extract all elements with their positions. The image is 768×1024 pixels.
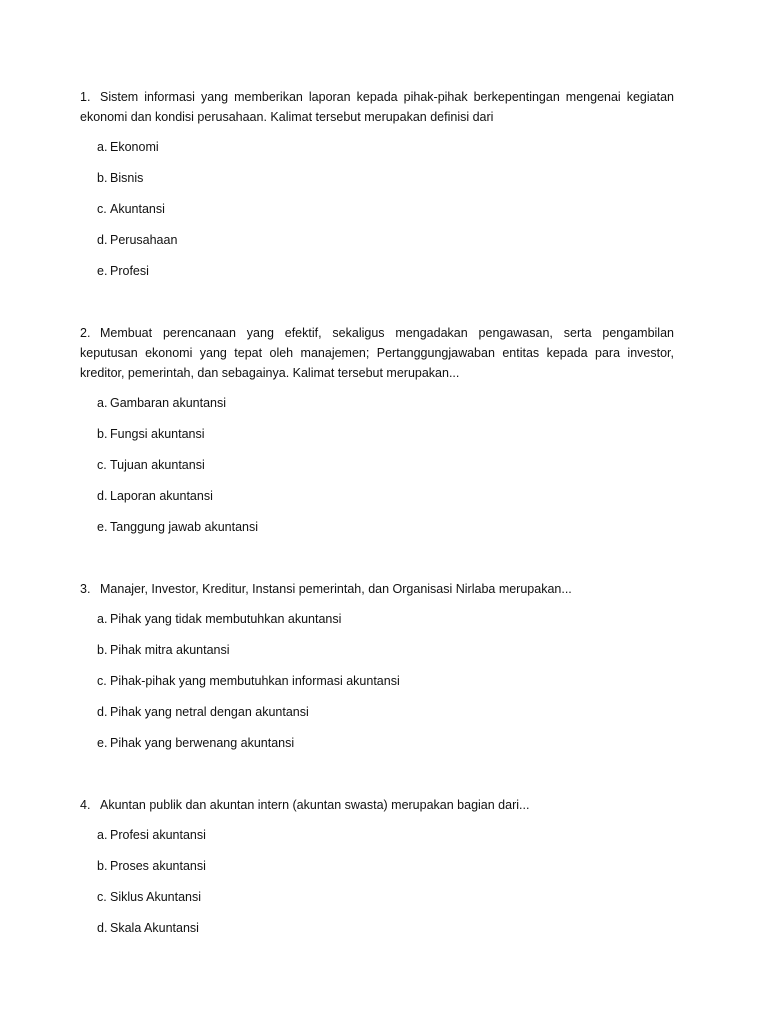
option-text: Laporan akuntansi	[110, 489, 213, 503]
option-text: Profesi	[110, 264, 149, 278]
option-letter: a.	[97, 612, 108, 626]
option-a	[80, 137, 674, 157]
option-text: Pihak yang netral dengan akuntansi	[110, 705, 309, 719]
option-e	[80, 261, 674, 281]
option-text: Gambaran akuntansi	[110, 396, 227, 410]
option-letter: e.	[97, 520, 108, 534]
option-e	[80, 517, 674, 537]
spacer	[80, 764, 674, 795]
option-text: Pihak mitra akuntansi	[110, 643, 230, 657]
question-body: Manajer, Investor, Kreditur, Instansi pemerintah, dan Organisasi Nirlaba merupakan...	[100, 582, 572, 596]
question-body: Akuntan publik dan akuntan intern (akuntan swasta) merupakan bagian dari...	[100, 798, 530, 812]
option-c	[80, 199, 674, 219]
question-3	[80, 579, 674, 753]
question-2	[80, 323, 674, 537]
option-d	[80, 702, 674, 722]
option-a	[80, 609, 674, 629]
question-text	[80, 323, 674, 383]
option-text: Siklus Akuntansi	[110, 890, 202, 904]
question-1	[80, 87, 674, 281]
option-text: Skala Akuntansi	[110, 921, 199, 935]
option-letter: d.	[97, 705, 108, 719]
option-text: Tanggung jawab akuntansi	[110, 520, 259, 534]
option-b	[80, 640, 674, 660]
option-letter: b.	[97, 171, 108, 185]
spacer	[80, 292, 674, 323]
option-letter: c.	[97, 458, 107, 472]
option-text: Pihak yang tidak membutuhkan akuntansi	[110, 612, 342, 626]
option-letter: c.	[97, 202, 107, 216]
option-text: Profesi akuntansi	[110, 828, 206, 842]
question-text	[80, 795, 674, 815]
option-c	[80, 671, 674, 691]
option-letter: a.	[97, 140, 108, 154]
option-letter: c.	[97, 674, 107, 688]
option-d	[80, 230, 674, 250]
question-number: 3.	[80, 582, 91, 596]
option-text: Pihak yang berwenang akuntansi	[110, 736, 295, 750]
option-letter: b.	[97, 859, 108, 873]
option-text: Akuntansi	[110, 202, 165, 216]
option-c	[80, 455, 674, 475]
option-c	[80, 887, 674, 907]
option-letter: d.	[97, 921, 108, 935]
option-text: Pihak-pihak yang membutuhkan informasi akuntansi	[110, 674, 400, 688]
question-body: Membuat perencanaan yang efektif, sekaligus mengadakan pengawasan, serta pengambilan keputusan ekonomi yang tepat oleh manajemen; Pertanggungjawaban entitas kepada para investor, kreditor, pemerintah, dan sebagainya. Kalimat tersebut merupakan...	[80, 326, 674, 380]
option-text: Perusahaan	[110, 233, 178, 247]
option-letter: d.	[97, 233, 108, 247]
quiz-document	[80, 87, 674, 949]
option-letter: b.	[97, 643, 108, 657]
question-text	[80, 87, 674, 127]
option-letter: e.	[97, 264, 108, 278]
option-b	[80, 856, 674, 876]
option-letter: c.	[97, 890, 107, 904]
question-4	[80, 795, 674, 938]
option-d	[80, 486, 674, 506]
question-number: 1.	[80, 90, 91, 104]
option-b	[80, 168, 674, 188]
spacer	[80, 548, 674, 579]
option-letter: d.	[97, 489, 108, 503]
option-d	[80, 918, 674, 938]
option-a	[80, 393, 674, 413]
option-text: Bisnis	[110, 171, 144, 185]
option-text: Ekonomi	[110, 140, 159, 154]
option-text: Tujuan akuntansi	[110, 458, 205, 472]
option-b	[80, 424, 674, 444]
question-number: 4.	[80, 798, 91, 812]
question-text	[80, 579, 674, 599]
option-a	[80, 825, 674, 845]
option-letter: a.	[97, 828, 108, 842]
question-number: 2.	[80, 326, 91, 340]
option-text: Proses akuntansi	[110, 859, 206, 873]
option-letter: a.	[97, 396, 108, 410]
question-body: Sistem informasi yang memberikan laporan kepada pihak-pihak berkepentingan mengenai kegiatan ekonomi dan kondisi perusahaan. Kalimat tersebut merupakan definisi dari	[80, 90, 674, 124]
option-letter: e.	[97, 736, 108, 750]
option-e	[80, 733, 674, 753]
option-text: Fungsi akuntansi	[110, 427, 205, 441]
option-letter: b.	[97, 427, 108, 441]
